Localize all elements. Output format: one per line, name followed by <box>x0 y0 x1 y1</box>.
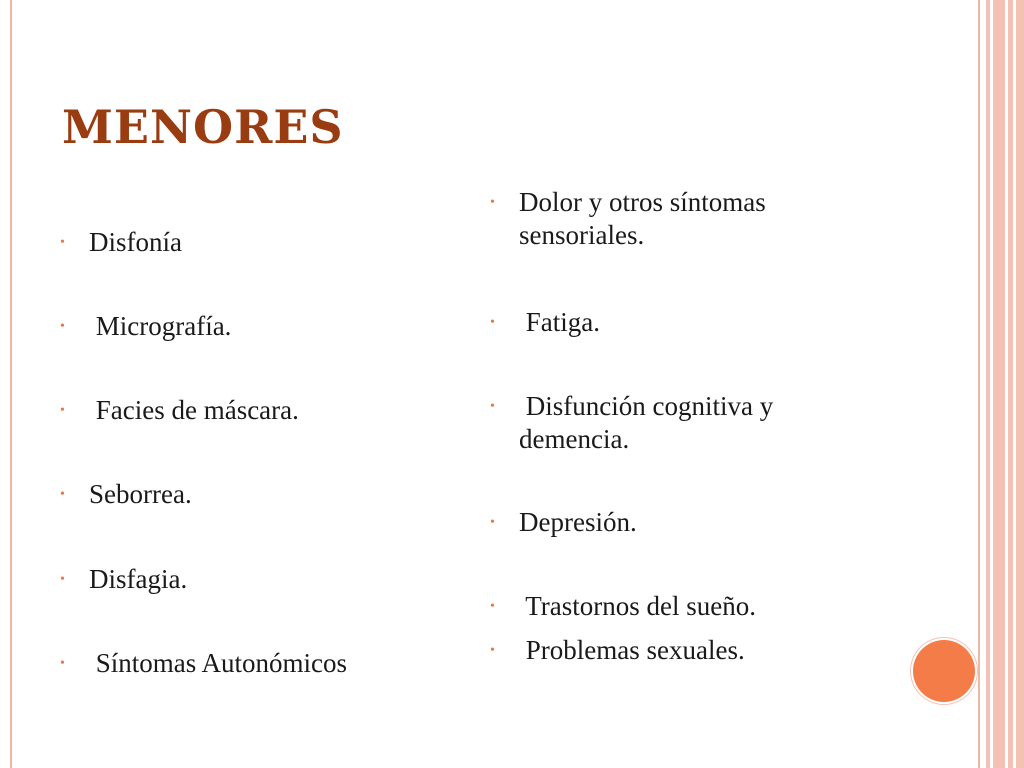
list-item-text: Depresión. <box>519 507 637 537</box>
list-item <box>60 394 299 427</box>
list-item-text: Disfagia. <box>89 564 188 594</box>
list-item <box>490 186 766 252</box>
list-item <box>60 310 231 343</box>
bullet-icon: • <box>60 572 65 587</box>
decorative-stripe <box>1008 0 1013 768</box>
list-item <box>490 390 773 456</box>
list-item <box>490 306 600 339</box>
list-item-text: Trastornos del sueño. <box>519 591 757 621</box>
bullet-icon: • <box>490 515 495 530</box>
list-item-text: Síntomas Autonómicos <box>89 648 348 678</box>
bullet-icon: • <box>60 403 65 418</box>
bullet-icon: • <box>490 643 495 658</box>
bullet-icon: • <box>490 195 495 210</box>
list-item <box>60 478 192 511</box>
bullet-icon: • <box>60 487 65 502</box>
list-item <box>60 563 187 596</box>
list-item-text: Problemas sexuales. <box>519 635 745 665</box>
list-item <box>490 634 745 667</box>
decorative-stripe <box>978 0 980 768</box>
decorative-stripe <box>986 0 990 768</box>
list-item-text: Micrografía. <box>89 311 232 341</box>
bullet-icon: • <box>490 399 495 414</box>
bullet-icon: • <box>60 319 65 334</box>
bullet-icon: • <box>60 656 65 671</box>
left-border-line <box>10 0 12 768</box>
list-item-text: Seborrea. <box>89 479 192 509</box>
list-item-text: Facies de máscara. <box>89 395 299 425</box>
bullet-icon: • <box>60 235 65 250</box>
list-item <box>490 506 637 539</box>
bullet-icon: • <box>490 315 495 330</box>
list-item-text: Dolor y otros síntomas sensoriales. <box>519 187 766 250</box>
list-item <box>60 226 182 259</box>
bullet-icon: • <box>490 599 495 614</box>
slide-title: MENORES <box>62 100 344 154</box>
left-bullet-list <box>60 0 460 768</box>
decorative-stripe <box>1016 0 1024 768</box>
list-item-text: Disfonía <box>89 227 182 257</box>
right-bullet-list <box>490 0 930 768</box>
decorative-stripe <box>993 0 1005 768</box>
list-item-text: Fatiga. <box>519 307 600 337</box>
list-item-text: Disfunción cognitiva y demencia. <box>519 391 774 454</box>
list-item <box>60 647 347 680</box>
list-item <box>490 590 756 623</box>
